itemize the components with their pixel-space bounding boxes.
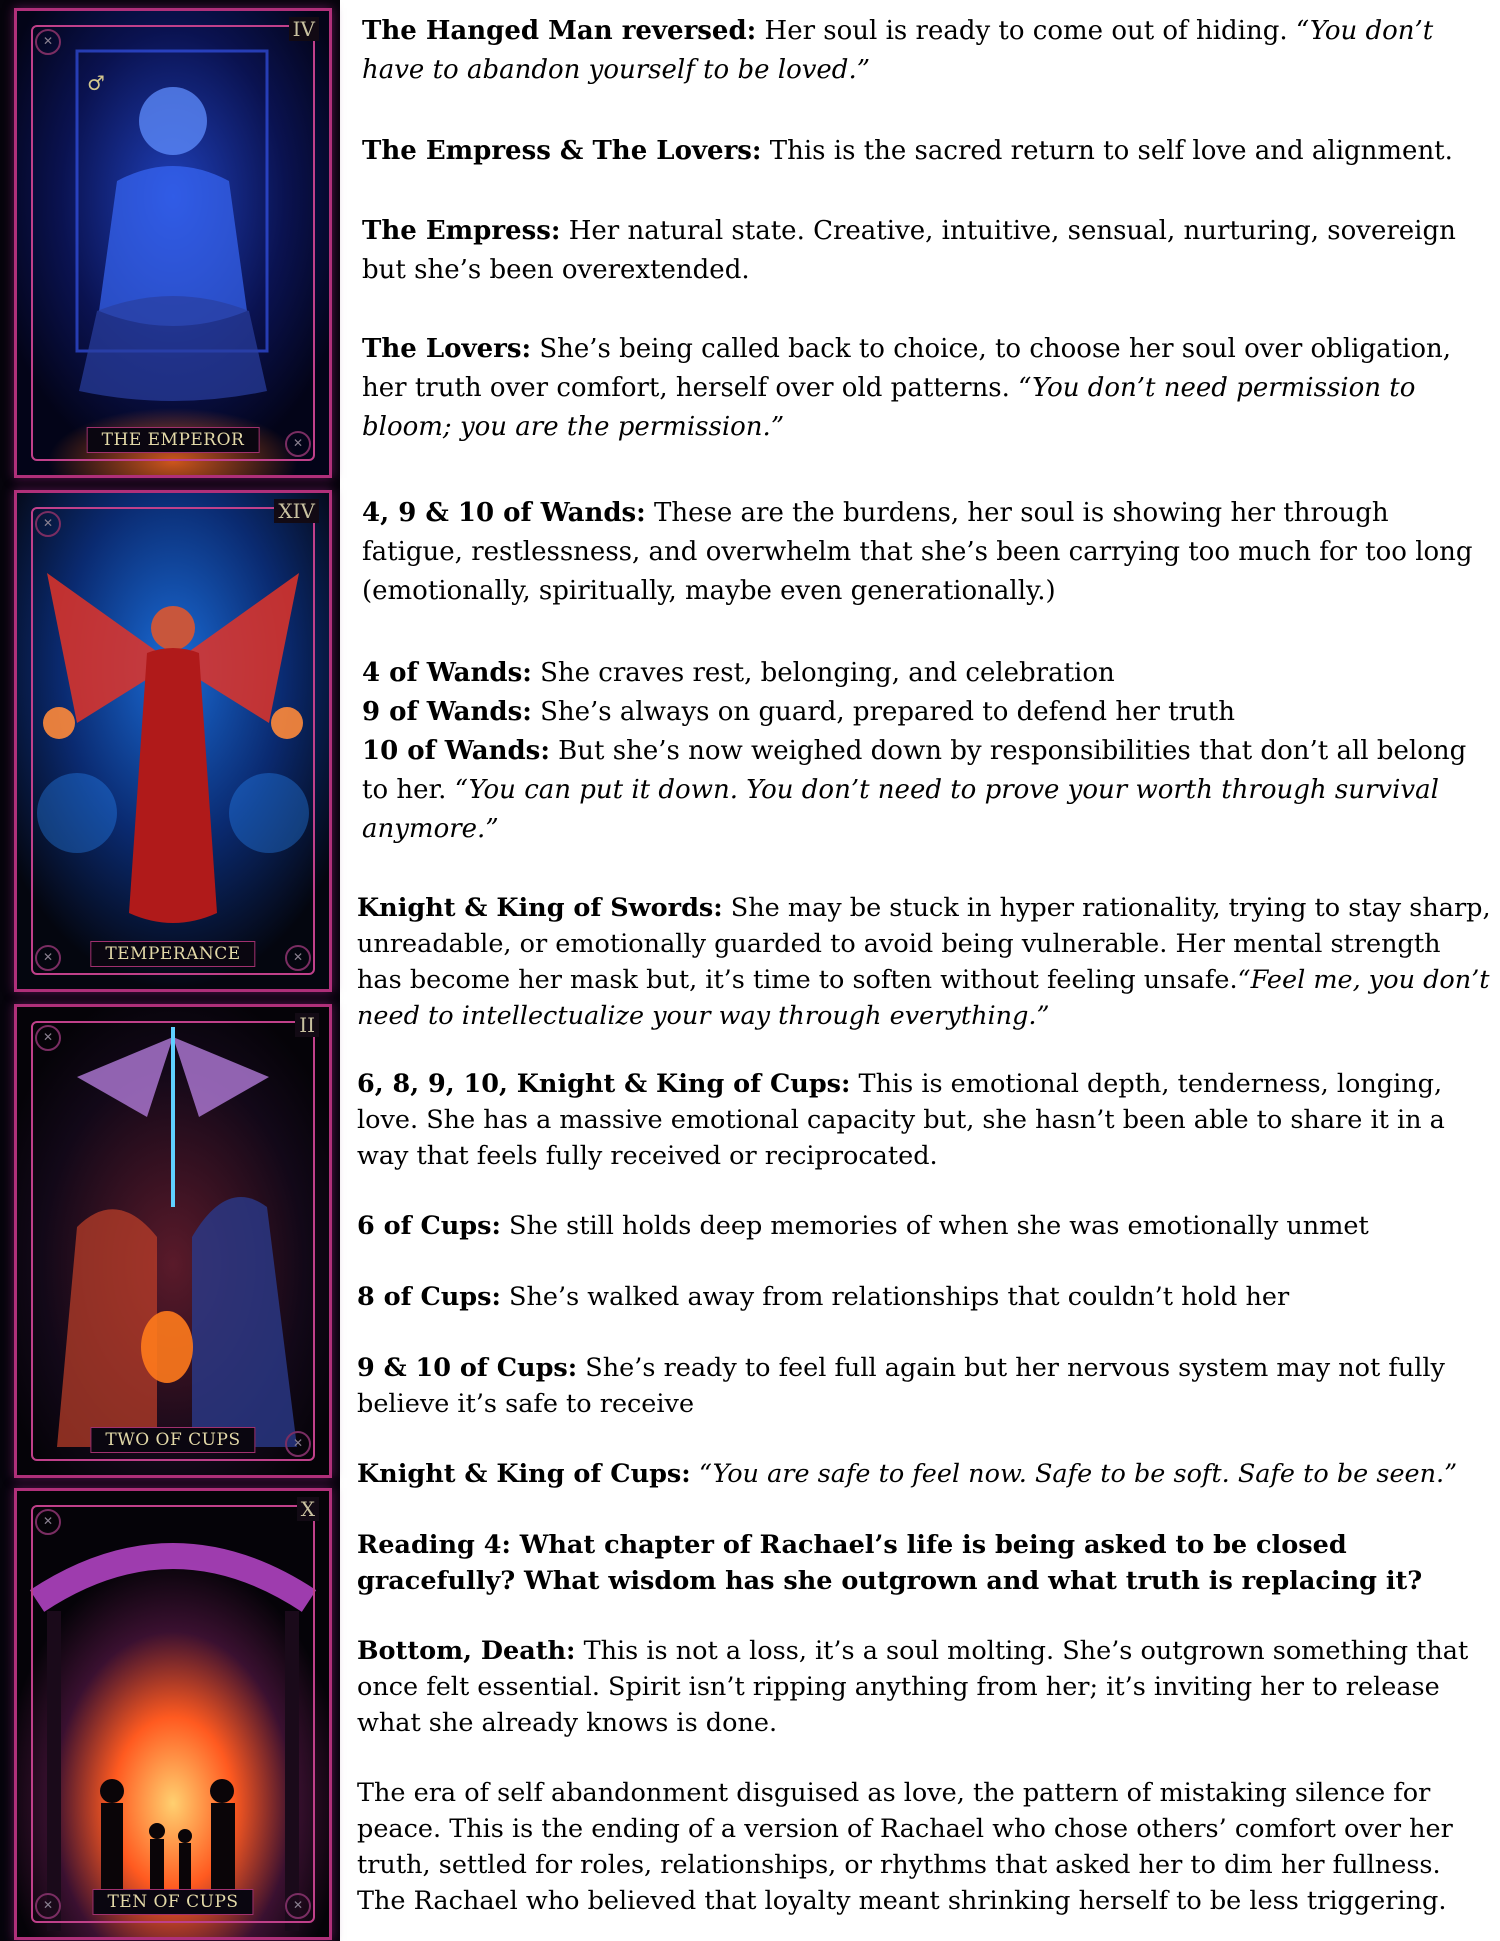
paragraph-six-cups [357, 1208, 1369, 1244]
card-label: 9 of Wands: [362, 697, 532, 727]
card-label: 9 & 10 of Cups: [357, 1353, 578, 1383]
corner-ornament: ✕ [35, 511, 61, 537]
corner-ornament: ✕ [35, 1025, 61, 1051]
card-label: 6, 8, 9, 10, Knight & King of Cups: [357, 1069, 851, 1099]
paragraph-death [357, 1633, 1492, 1741]
card-temperance [14, 490, 332, 992]
paragraph-era [357, 1775, 1492, 1919]
card-title: TEMPERANCE [90, 941, 255, 967]
card-numeral: XIV [274, 499, 319, 523]
paragraph-text: This is emotional depth, tenderness, longing, love. She has a massive emotional capacity but, she hasn’t been able to share it in a way that feels fully received or reciprocated. [357, 1069, 1445, 1171]
tarot-card-strip [0, 0, 340, 1941]
paragraph-text: She’s always on guard, prepared to defend her truth [531, 697, 1235, 727]
ten-of-cups-artwork [17, 1491, 329, 1937]
quote-text: “You don’t need permission to bloom; you are the permission.” [362, 373, 1416, 442]
paragraph-empress-lovers [362, 132, 1453, 171]
card-two-of-cups [14, 1004, 332, 1478]
corner-ornament: ✕ [35, 1893, 61, 1919]
corner-ornament: ✕ [285, 431, 311, 457]
card-label: The Lovers: [362, 334, 532, 364]
card-title: THE EMPEROR [87, 427, 260, 453]
paragraph-text: She’s ready to feel full again but her nervous system may not fully believe it’s safe to receive [357, 1353, 1445, 1419]
paragraph-eight-cups [357, 1279, 1289, 1315]
paragraph-nine-ten-cups [357, 1350, 1492, 1422]
two-of-cups-artwork [17, 1007, 329, 1475]
temperance-artwork [17, 493, 329, 989]
heading-text: Reading 4: What chapter of Rachael’s life is being asked to be closed gracefully? What wisdom has she outgrown and what truth is replacing it? [357, 1530, 1423, 1596]
card-label: 4, 9 & 10 of Wands: [362, 498, 646, 528]
paragraph-text: She still holds deep memories of when she was emotionally unmet [500, 1211, 1369, 1241]
paragraph-text: The era of self abandonment disguised as love, the pattern of mistaking silence for peace. This is the ending of a version of Rachael who chose others’ comfort over her truth, settled for roles, relationships, or rhythms that asked her to dim her fullness. The Rachael who believed that loyalty meant shrinking herself to be less triggering. [357, 1778, 1453, 1916]
mars-symbol-icon: ♂ [87, 71, 105, 95]
card-the-emperor [14, 8, 332, 478]
card-label: The Empress: [362, 216, 561, 246]
card-label: Knight & King of Cups: [357, 1459, 691, 1489]
quote-text: “You don’t have to abandon yourself to be loved.” [362, 16, 1434, 85]
paragraph-text: She’s walked away from relationships that couldn’t hold her [500, 1282, 1290, 1312]
reading-4-heading [357, 1527, 1492, 1599]
paragraph-text: This is not a loss, it’s a soul molting. She’s outgrown something that once felt essential. Spirit isn’t ripping anything from her; it’s inviting her to release what she already knows is done. [357, 1636, 1469, 1738]
card-label: The Hanged Man reversed: [362, 16, 757, 46]
emperor-artwork [17, 11, 329, 475]
card-label: The Empress & The Lovers: [362, 136, 762, 166]
corner-ornament: ✕ [285, 945, 311, 971]
card-ten-of-cups [14, 1488, 332, 1940]
quote-text: “Feel me, you don’t need to intellectualize your way through everything.” [357, 965, 1490, 1031]
paragraph-text: Her natural state. Creative, intuitive, sensual, nurturing, sovereign but she’s been overextended. [362, 216, 1456, 285]
card-numeral: II [295, 1013, 319, 1037]
card-label: Knight & King of Swords: [357, 893, 723, 923]
paragraph-text: She may be stuck in hyper rationality, trying to stay sharp, unreadable, or emotionally guarded to avoid being vulnerable. Her mental strength has become her mask but, it’s time to soften without feeling unsafe. [357, 893, 1491, 995]
corner-ornament: ✕ [285, 1893, 311, 1919]
corner-ornament: ✕ [35, 1509, 61, 1535]
card-label: Bottom, Death: [357, 1636, 576, 1666]
corner-ornament: ✕ [35, 945, 61, 971]
paragraph-text: She’s being called back to choice, to choose her soul over obligation, her truth over comfort, herself over old patterns. [362, 334, 1452, 403]
paragraph-knight-king-cups [357, 1456, 1457, 1492]
paragraph-text: Her soul is ready to come out of hiding. [756, 16, 1296, 46]
paragraph-wands-group [362, 494, 1492, 611]
card-numeral: IV [289, 17, 319, 41]
paragraph-hanged-man [362, 12, 1492, 90]
card-label: 10 of Wands: [362, 736, 550, 766]
quote-text: “You can put it down. You don’t need to prove your worth through survival anymore.” [362, 775, 1439, 844]
paragraph-text: But she’s now weighed down by responsibilities that don’t all belong to her. [362, 736, 1467, 805]
paragraph-wands-detail [362, 654, 1492, 849]
card-label: 4 of Wands: [362, 658, 532, 688]
paragraph-text: This is the sacred return to self love and alignment. [761, 136, 1453, 166]
quote-text: “You are safe to feel now. Safe to be soft. Safe to be seen.” [690, 1459, 1458, 1489]
corner-ornament: ✕ [35, 29, 61, 55]
paragraph-text: She craves rest, belonging, and celebration [531, 658, 1115, 688]
card-title: TEN OF CUPS [92, 1889, 253, 1915]
card-label: 6 of Cups: [357, 1211, 501, 1241]
card-title: TWO OF CUPS [90, 1427, 255, 1453]
paragraph-text: These are the burdens, her soul is showing her through fatigue, restlessness, and overwhelm that she’s been carrying too much for too long (emotionally, spiritually, maybe even generationally.) [362, 498, 1473, 606]
paragraph-empress [362, 212, 1492, 290]
paragraph-cups-group [357, 1066, 1492, 1174]
card-label: 8 of Cups: [357, 1282, 501, 1312]
corner-ornament: ✕ [285, 1431, 311, 1457]
paragraph-swords [357, 890, 1492, 1034]
paragraph-lovers [362, 330, 1492, 447]
card-numeral: X [297, 1497, 319, 1521]
